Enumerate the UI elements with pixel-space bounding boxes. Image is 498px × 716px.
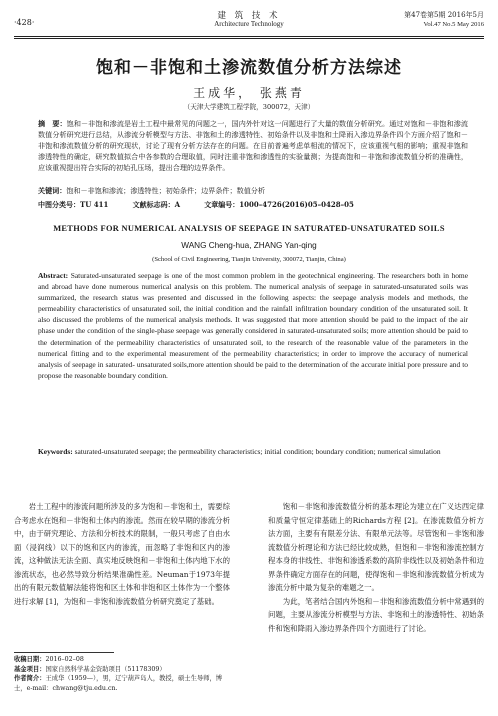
journal-name-cn: 建 筑 技 术: [217, 11, 281, 21]
body-paragraph: 为此，笔者结合国内外饱和－非饱和渗流数值分析中常遇到的问题，主要从渗流分析模型与方法、非饱和土的渗透特性、初始条件和饱和降雨入渗边界条件四个方面进行了讨论。: [268, 596, 484, 633]
body-column-right: [268, 500, 484, 635]
keywords-en-label: Keywords:: [38, 447, 73, 456]
keywords-en-text: saturated-unsaturated seepage; the permeability characteristics; initial condition; boundary condition; numerical simulation: [74, 447, 441, 456]
body-paragraph: 饱和－非饱和渗流数值分析的基本理论为建立在广义达西定律和质量守恒定律基础上的Richards方程 [2]。在渗流数值分析方法方面，主要有有限差分法、有限单元法等。尽管饱和－非饱和渗流数值分析理论和方法已经比较成熟，但饱和－非饱和渗流控制方程本身的非线性、非饱和渗透系数的高阶非线性以及初始条件和边界条件确定方面存在的问题，使得饱和－非饱和渗流数值分析成为渗流分析中最为复杂的难题之一。: [268, 502, 484, 592]
article-title-en: METHODS FOR NUMERICAL ANALYSIS OF SEEPAGE IN SATURATED-UNSATURATED SOILS: [53, 224, 445, 233]
footnote: [14, 655, 230, 693]
article-affiliation: （天津大学建筑工程学院，300072，天津）: [183, 103, 315, 111]
classification-line: [38, 199, 468, 211]
article-authors: 王成华， 张燕青: [193, 86, 305, 100]
abstract-en-label: Abstract:: [38, 271, 69, 280]
abstract-cn-text: 饱和－非饱和渗流是岩土工程中最常见的问题之一，国内外针对这一问题进行了大量的数值分析研究。通过对饱和－非饱和渗流数值分析研究进行总结，从渗流分析模型与方法、非饱和土的渗透特性、初始条件以及非饱和土降雨入渗边界条件四个方面介绍了饱和－非饱和渗流数值分析的研究现状，讨论了现有分析方法存在的问题。在目前普遍考虑单相流的情况下，应该重视气相的影响；重视非饱和渗透特性的确定，研究数值拟合中各参数的合理取值，同时注重非饱和渗透性的实验量测；为提高饱和－非饱和渗流数值分析的准确性，应该重视提出符合实际的初始孔压场，提出合理的边界条件。: [38, 119, 468, 172]
volume-info-en: Vol.47 No.5 May 2016: [423, 21, 484, 28]
keywords-cn-text: 饱和－非饱和渗流；渗透特性；初始条件；边界条件；数值分析: [66, 186, 265, 195]
body-paragraph: 岩土工程中的渗流问题所涉及的多为饱和－非饱和土，需要综合考虑水在饱和－非饱和土体内的渗流。然而在较早期的渗流分析中，由于研究理论、方法和分析技术的限制，一般只考虑了自由水面（浸润线）以下的饱和区内的渗流，而忽略了非饱和区内的渗流，这种做法无法全面、真实地反映饱和－非饱和土体内地下水的渗流状态，也必然导致分析结果准确性差。Neuman于1973年提出的有限元数值解法能将饱和区土体和非饱和区土体作为一个整体进行求解 [1]，为饱和－非饱和渗流数值分析研究奠定了基础。: [14, 502, 230, 606]
fund-info: 基金项目：国家自然科学基金资助项目（51178309）: [14, 665, 166, 673]
volume-info-cn: 第47卷第5期 2016年5月: [404, 11, 484, 19]
header-rule-thin: [14, 38, 484, 39]
abstract-cn-label: 摘 要：: [38, 119, 67, 128]
article-authors-en: WANG Cheng-hua, ZHANG Yan-qing: [181, 241, 317, 250]
clc-field: 中图分类号：TU 411: [38, 200, 109, 209]
journal-name-en: Architecture Technology: [214, 20, 284, 28]
abstract-en-text: Saturated-unsaturated seepage is one of the most common problem in the geotechnical engineering. The researchers both in home and abroad have done numerous numerical analysis on this problem. The numerical analysis of seepage in saturated-unsaturated soils was summarized, the research status was presented and discussed in the following aspects: the seepage analysis models and methods, the permeability characteristics of unsaturated soil, the initial condition and the rainfall infiltration boundary condition of the unsaturated soil. It also discussed the problems of the numerical analysis methods. It was suggested that more attention should be paid to the impact of the air phase under the condition of the single-phase seepage was generally considered in saturated-unsaturated soils; more attention should be paid to the determination of the permeability characteristics of unsaturated soil, to the research of the reasonable value of the parameters in the numerical fitting and to the experimental measurement of the permeability characteristics; in order to improve the accuracy of numerical analysis of seepage in saturated- unsaturated soils,more attention should be paid to the determination of the accurate initial pore pressure and to propose the reasonable boundary condition.: [38, 271, 469, 380]
keywords-cn: [38, 185, 468, 196]
doc-code-field: 文献标志码：A: [132, 200, 181, 209]
keywords-cn-label: 关键词：: [38, 186, 67, 195]
header-rule: [14, 36, 484, 37]
footnote-rule: [14, 652, 114, 653]
page-number: ·428·: [14, 18, 35, 27]
keywords-en: [38, 446, 468, 457]
page-header: [14, 6, 484, 40]
article-affiliation-en: (School of Civil Engineering, Tianjin University, 300072, Tianjin, China): [152, 256, 346, 263]
article-title: 饱和－非饱和土渗流数值分析方法综述: [96, 58, 402, 78]
author-info: 作者简介：王成华（1959—），男，辽宁葫芦岛人，教授，硕士生导师，博士，e-mail：chwang@tju.edu.cn.: [14, 675, 223, 692]
received-date: 收稿日期：2016–02–08: [14, 656, 84, 663]
article-no-field: 文章编号：1000–4726(2016)05–0428–05: [204, 200, 354, 209]
body-column-left: [14, 500, 230, 608]
abstract-cn: [38, 118, 468, 173]
abstract-en: [38, 270, 468, 381]
